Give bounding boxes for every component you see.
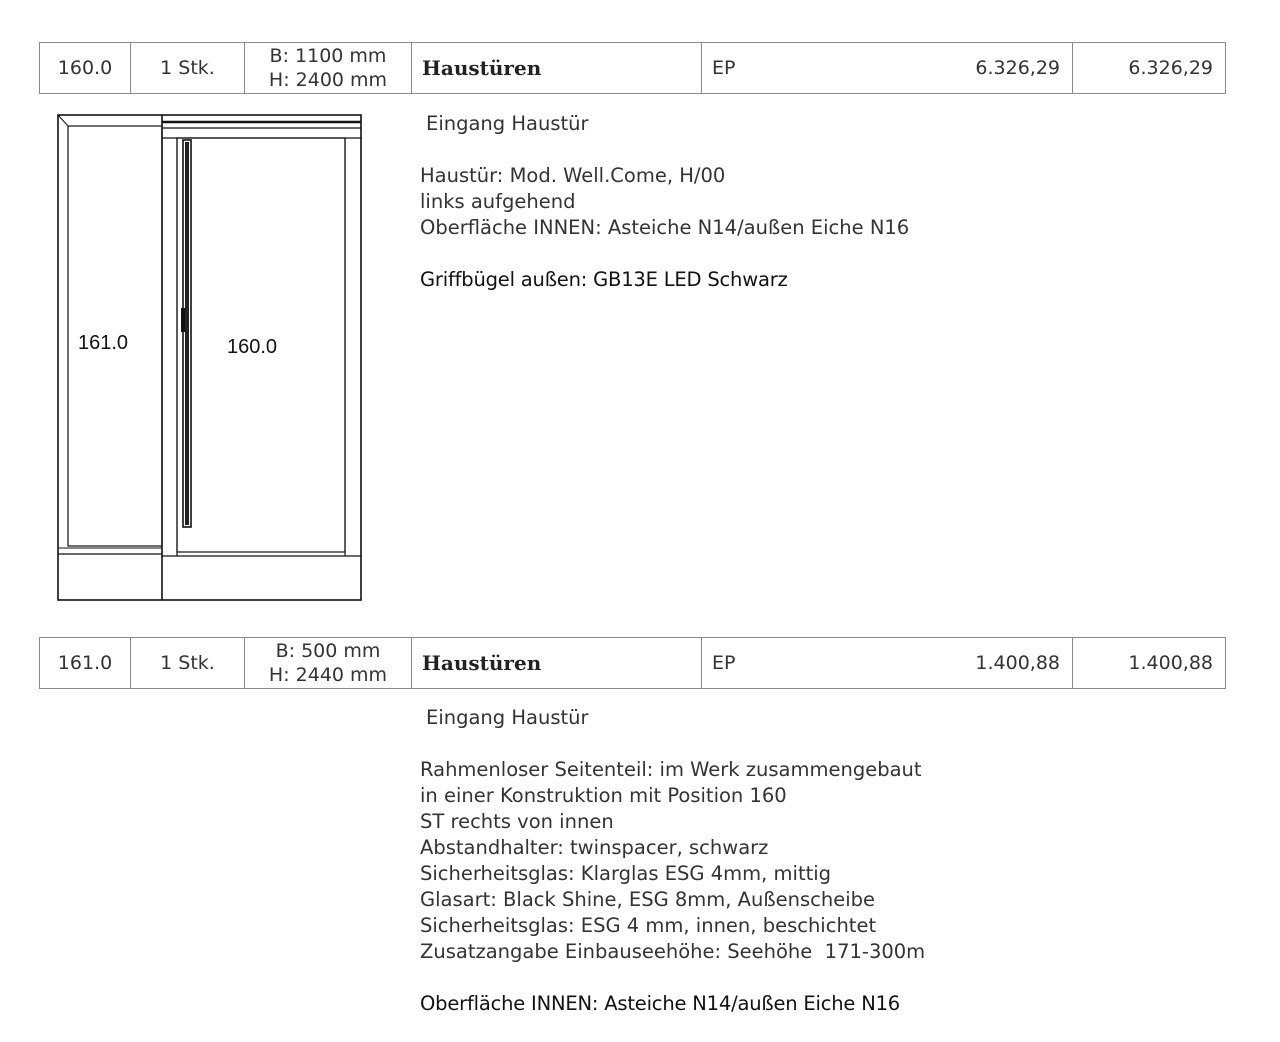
- description-title: Eingang Haustür: [426, 706, 589, 729]
- description-bold-line: Griffbügel außen: GB13E LED Schwarz: [420, 268, 788, 291]
- handle-bar-icon: [181, 140, 191, 527]
- unit-price: 6.326,29: [975, 57, 1060, 79]
- side-panel-label: 161.0: [78, 332, 129, 354]
- total-price: 1.400,88: [1128, 652, 1213, 674]
- description-line: Oberfläche INNEN: Asteiche N14/außen Eiche N16: [420, 216, 910, 239]
- dimensions: [245, 43, 412, 93]
- description-line: in einer Konstruktion mit Position 160: [420, 784, 787, 807]
- unit-price-cell: [702, 638, 1073, 688]
- description-bold-line: Oberfläche INNEN: Asteiche N14/außen Eiche N16: [420, 992, 901, 1015]
- position-number: 160.0: [40, 43, 131, 93]
- door-label: 160.0: [227, 336, 278, 358]
- description-line: Glasart: Black Shine, ESG 8mm, Außenscheibe: [420, 888, 876, 911]
- description-line: ST rechts von innen: [420, 810, 614, 833]
- unit-price-cell: [702, 43, 1073, 93]
- door-drawing: [56, 112, 366, 604]
- description-line: links aufgehend: [420, 190, 576, 213]
- position-number: 161.0: [40, 638, 131, 688]
- dimensions: [245, 638, 412, 688]
- quantity: 1 Stk.: [131, 638, 245, 688]
- price-type: EP: [712, 57, 736, 79]
- description-line: Abstandhalter: twinspacer, schwarz: [420, 836, 769, 859]
- description-line: Sicherheitsglas: Klarglas ESG 4mm, mittig: [420, 862, 832, 885]
- height-value: H: 2440 mm: [268, 664, 388, 686]
- product-name: Haustüren: [412, 638, 702, 688]
- price-type: EP: [712, 652, 736, 674]
- position-row: [39, 637, 1226, 689]
- quantity: 1 Stk.: [131, 43, 245, 93]
- outer-frame: [58, 115, 361, 600]
- position-description: [420, 705, 925, 1017]
- description-line: Rahmenloser Seitenteil: im Werk zusammengebaut: [420, 758, 922, 781]
- position-description: [420, 111, 909, 293]
- description-line: Sicherheitsglas: ESG 4 mm, innen, beschichtet: [420, 914, 877, 937]
- position-row: [39, 42, 1226, 94]
- description-line: Zusatzangabe Einbauseehöhe: Seehöhe 171-300m: [420, 940, 926, 963]
- height-value: H: 2400 mm: [268, 69, 388, 91]
- width-value: B: 500 mm: [275, 640, 381, 662]
- total-price: 6.326,29: [1128, 57, 1213, 79]
- unit-price: 1.400,88: [975, 652, 1060, 674]
- description-line: Haustür: Mod. Well.Come, H/00: [420, 164, 726, 187]
- width-value: B: 1100 mm: [269, 45, 387, 67]
- product-name: Haustüren: [412, 43, 702, 93]
- description-title: Eingang Haustür: [426, 112, 589, 135]
